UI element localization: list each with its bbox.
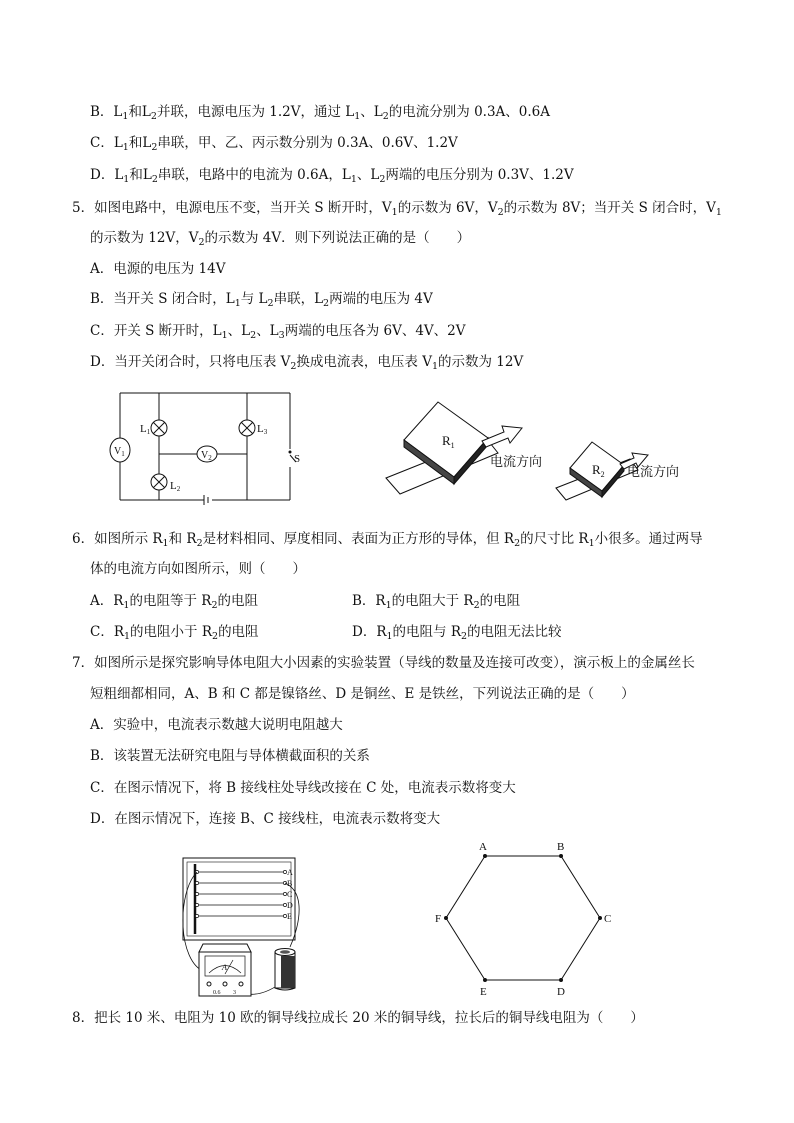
q4-option-d: D．$L_1$和$L_2$串联，电路中的电流为 0.6A，$L_1$、$L_2$两端的电压分别为 0.3V、1.2V: [90, 167, 574, 185]
l3-label: L3: [257, 423, 268, 436]
hex-vertex-c-label: C: [604, 913, 612, 925]
q7-stem-line2: 短粗细都相同，A、B 和 C 都是镍铬丝、D 是铜丝、E 是铁丝，下列说法正确的是（ ）: [90, 686, 635, 702]
hex-vertex-f-label: F: [435, 913, 442, 925]
hex-vertex-e-label: E: [480, 986, 487, 998]
scale-label-3: 3: [233, 990, 236, 996]
terminal-b-label: B: [287, 879, 293, 888]
lamp-l3-icon: [239, 420, 255, 436]
q6-conductor-figure: [380, 398, 700, 513]
q7-option-a: A．实验中，电流表示数越大说明电阻越大: [90, 717, 343, 733]
l2-label: L2: [170, 480, 181, 493]
r2-label: $R_2$: [592, 462, 605, 479]
hex-vertex-a-label: A: [479, 841, 487, 853]
ammeter-icon: [199, 944, 251, 996]
scale-label-06: 0.6: [213, 990, 221, 996]
q5-option-c: C．开关 S 断开时，$L_1$、$L_2$、$L_3$两端的电压各为 6V、4V、2V: [90, 323, 466, 341]
q7-option-d: D．在图示情况下，连接 B、C 接线柱，电流表示数将变大: [90, 811, 441, 827]
q6-stem-line2: 体的电流方向如图所示，则（ ）: [90, 561, 306, 577]
lamp-l1-icon: [151, 420, 167, 436]
q4-option-b: B．$L_1$和$L_2$并联，电源电压为 1.2V，通过 $L_1$、$L_2$的电流分别为 0.3A、0.6A: [90, 104, 551, 122]
hex-vertex-b-label: B: [557, 841, 565, 853]
q8-stem: 8．把长 10 米、电阻为 10 欧的铜导线拉成长 20 米的铜导线，拉长后的铜导线电阻为（ ）: [72, 1010, 644, 1026]
q5-circuit-figure: [100, 385, 320, 515]
lamp-l2-icon: [151, 474, 167, 490]
q6-option-d: D．$R_1$的电阻与 $R_2$的电阻无法比较: [352, 624, 562, 642]
r2-current-direction-label: 电流方向: [627, 464, 680, 479]
q5-stem-line1: 5．如图电路中，电源电压不变，当开关 S 断开时，$V_1$的示数为 6V，$V_2$的示数为 8V；当开关 S 闭合时，$V_1$: [72, 200, 722, 218]
hex-vertex-d-label: D: [557, 986, 565, 998]
switch-s-icon: [289, 451, 292, 454]
q6-stem-line1: 6．如图所示 $R_1$和 $R_2$是材料相同、厚度相同、表面为正方形的导体，但 $R_2$的尺寸比 $R_1$小很多。通过两导: [72, 531, 703, 549]
terminal-a-label: A: [287, 868, 293, 877]
q5-option-a: A．电源的电压为 14V: [90, 261, 226, 277]
q6-option-c: C．$R_1$的电阻小于 $R_2$的电阻: [90, 624, 259, 642]
q5-stem-line2: 的示数为 12V，$V_2$的示数为 4V．则下列说法正确的是（ ）: [90, 230, 471, 248]
s-label: S: [294, 453, 301, 465]
v1-label: $V_1$: [114, 446, 125, 458]
q4-option-c: C．$L_1$和$L_2$串联，甲、乙、丙示数分别为 0.3A、0.6V、1.2V: [90, 135, 458, 153]
q6-option-a: A．$R_1$的电阻等于 $R_2$的电阻: [90, 593, 258, 611]
q5-option-d: D．当开关闭合时，只将电压表 $V_2$换成电流表，电压表 $V_1$的示数为 12V: [90, 354, 524, 372]
q7-hexagon-figure: [428, 838, 618, 998]
ammeter-symbol: A: [222, 963, 227, 972]
l1-label: L1: [140, 423, 151, 436]
q7-option-b: B．该装置无法研究电阻与导体横截面积的关系: [90, 748, 370, 764]
v2-label: $V_2$: [201, 450, 212, 462]
r1-label: $R_1$: [442, 433, 455, 450]
q7-apparatus-figure: [175, 852, 310, 1002]
r1-current-direction-label: 电流方向: [490, 454, 543, 469]
terminal-e-label: E: [287, 912, 292, 921]
q7-option-c: C．在图示情况下，将 B 接线柱处导线改接在 C 处，电流表示数将变大: [90, 780, 516, 796]
terminal-d-label: D: [287, 901, 293, 910]
q6-option-b: B．$R_1$的电阻大于 $R_2$的电阻: [352, 593, 521, 611]
battery-icon: [275, 949, 295, 991]
terminal-c-label: C: [287, 890, 293, 899]
q7-stem-line1: 7．如图所示是探究影响导体电阻大小因素的实验装置（导线的数量及连接可改变），演示板上的金属丝长: [72, 655, 695, 671]
hexagon-shape: [446, 856, 600, 980]
q5-option-b: B．当开关 S 闭合时，$L_1$与 $L_2$串联，$L_2$两端的电压为 4V: [90, 291, 433, 309]
